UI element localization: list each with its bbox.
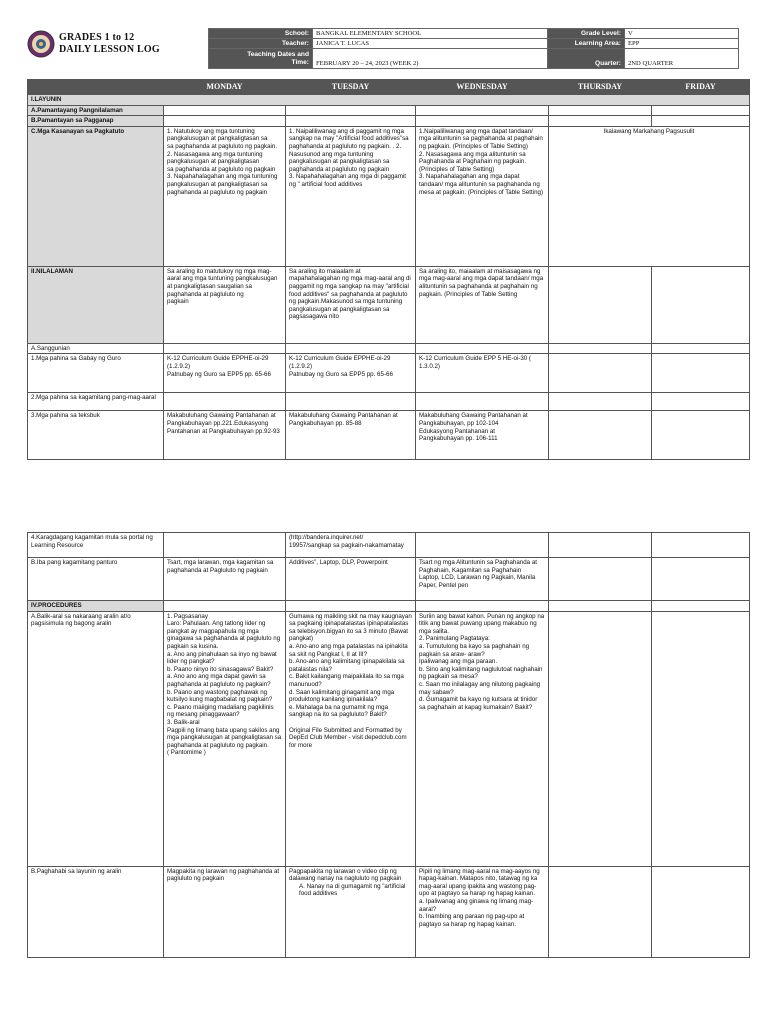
paghahabi-tuesday-list-item: A. Nanay na di gumagamit ng "artificial food additives <box>299 882 406 898</box>
cell-paghahabi-tuesday <box>286 866 416 957</box>
lesson-log-table-2 <box>27 532 750 958</box>
title-line-1: GRADES 1 to 12 <box>59 32 135 43</box>
table-row <box>28 601 750 612</box>
cell-iba-tuesday: Additives", Laptop, DLP, Powerpoint <box>286 558 416 601</box>
page-title <box>59 32 160 56</box>
teacher-value: JANICA T. LUCAS <box>313 39 548 49</box>
row-label-gabay: 1.Mga pahina sa Gabay ng Guro <box>28 354 164 393</box>
cell-paghahabi-wednesday: Pipili ng limang mag-aaral na mag-aayos ng hapag-kainan. Matapos nito, tatawag ng ka mag-aaral upang ipakita ang wastong pag- upo at pagtayo sa harap ng hapag kainan. a. Ipaliwanag ang ginawa ng limang mag-aaral? b. Inambing ang paraan ng pag-upo at pagtayo sa harap ng hapag kainan. <box>416 866 549 957</box>
dates-label <box>209 49 313 69</box>
day-thursday: THURSDAY <box>549 80 652 95</box>
school-value: BANGKAL ELEMENTARY SCHOOL <box>313 29 548 39</box>
row-label-sanggunian: A.Sanggunian <box>28 343 164 354</box>
row-label-karagdagang: 4.Karagdagang kagamitan mula sa portal ng Learning Resource <box>28 533 164 558</box>
dates-value: FEBRUARY 20 – 24, 2023 (WEEK 2) <box>313 49 548 69</box>
grade-value: V <box>625 29 739 39</box>
table-row <box>28 866 750 957</box>
table-row <box>28 411 750 460</box>
quarter-value: 2ND QUARTER <box>625 49 739 69</box>
table-row <box>28 611 750 866</box>
school-label: School: <box>209 29 313 39</box>
table-row <box>28 558 750 601</box>
day-wednesday: WEDNESDAY <box>416 80 549 95</box>
row-label-procedures: IV.PROCEDURES <box>28 601 164 612</box>
corner-cell <box>28 80 164 95</box>
row-label-kagamitang: 2.Mga pahina sa kagamitang pang-mag-aaral <box>28 393 164 411</box>
table-row <box>28 266 750 343</box>
table-row <box>28 393 750 411</box>
cell-iba-monday: Tsart, mga larawan, mga kagamitan sa paghahanda at Pagluluto ng pagkain <box>164 558 286 601</box>
cell-karagdagang-tuesday: (http://bandera.inquirer.net/ 19957/sangkap sa pagkain-nakamamatay <box>286 533 416 558</box>
cell-balik-tuesday: Gumawa ng maikling skit na may kaugnayan sa pagkaing ipinapatalastas ipinapatalastas sa telebisyon.bigyan ito sa 3 minuto (Bawat pangkat) a. Ano-ano ang mga patalastas na ipinakita sa skit ng Pangkat I, II at III? b. Ano-ano ang kalimitang ipinapakilala sa patalastas nila? c. Bakit kailangang maipakilala ito sa mga manunuod? d. Saan kalimitang ginagamit ang mga produktong kanilang ipinakilala? e. Mahalaga ba na gumamit ng mga sangkap na ito sa pagluluto? Bakit? Original File Submitted and Formatted by DepEd Club Member - visit depedclub.com for more <box>286 611 416 866</box>
dates-label-line-1: Teaching Dates and <box>247 51 309 58</box>
cell-kasanayan-wednesday: 1.Naipaliliwanag ang mga dapat tandaan/ mga alituntunin sa paghahanda at paghahain ng pagkain. (Principles of Table Setting) 2. Nasasagawa ang mga alituntunin sa Paghahanda at Paghahain ng pagkain. (Principles of Table Setting) 3. Napahahalagahan ang mga dapat tandaan/ mga alituntunin sa paghahanda ng mesa at pagkain. (Principles of Table Setting) <box>416 126 549 266</box>
table-row <box>28 105 750 116</box>
row-label-kasanayan: C.Mga Kasanayan sa Pagkatuto <box>28 126 164 266</box>
table-row <box>28 126 750 266</box>
section-layunin: I.LAYUNIN <box>28 95 750 106</box>
day-tuesday: TUESDAY <box>286 80 416 95</box>
day-header-row <box>28 80 750 95</box>
row-label-pangnilalaman: A.Pamantayang Pangnilalaman <box>28 105 164 116</box>
cell-teksbuk-monday: Makabuluhang Gawaing Pantahanan at Pangkabuhayan pp.221.Edukasyong Pantahanan at Pangkabuhayan pp.92-93 <box>164 411 286 460</box>
cell-gabay-tuesday: K-12 Curriculum Guide EPPHE-oi-29 (1.2.9.2) Patnubay ng Guro sa EPP5 pp. 65-66 <box>286 354 416 393</box>
cell-iba-wednesday: Tsart ng mga Alituntunin sa Paghahanda at Paghahain, Kagamitan sa Paghahain Laptop, LCD, Larawan ng Pagkain, Manila Paper, Pentel pen <box>416 558 549 601</box>
row-label-paghahabi: B.Paghahabi sa layunin ng aralin <box>28 866 164 957</box>
row-label-pagganap: B.Pamantayan sa Pagganap <box>28 116 164 127</box>
cell-teksbuk-wednesday: Makabuluhang Gawaing Pantahanan at Pangkabuhayan, pp 102-104 Edukasyong Pantahanan at Pangkabuhayan pp. 106-111 <box>416 411 549 460</box>
quarter-label: Quarter: <box>548 49 625 69</box>
cell-nilalaman-tuesday: Sa araling ito maiaalam at mapahahalagahan ng mga mag-aaral ang di paggamit ng mga sangkap na may "artificial food additives" sa paghahanda at pagluluto ng pagkain.Makasunod sa mga tuntuning pangkalusugan at pangkaligtasan sa pagsasagawa nito <box>286 266 416 343</box>
dates-label-line-2: Time: <box>291 59 309 66</box>
cell-gabay-wednesday: K-12 Curriculum Guide EPP 5 HE-oi-30 ( 1.3.0.2) <box>416 354 549 393</box>
table-row <box>28 343 750 354</box>
deped-seal-icon <box>27 30 55 58</box>
cell-kasanayan-thursday-friday: Ikalawang Markahang Pagsusulit <box>549 126 750 266</box>
cell-balik-monday: 1. Pagsasanay Laro: Pahulaan. Ang tatlong lider ng pangkat ay magpapahula ng mga ginagawa sa paghahanda at pagluluto ng pagkain sa kusina. a. Ano ang pinahulaan sa inyo ng bawat lider ng pangkat? b. Paano ninyo ito sinasagawa? Bakit? a. Ano ano ang mga dapat gawin sa paghahanda at pagluluto ng pagkain? b. Paano ang wastong paghawak ng kutsilyo kung magbabalat ng pagkain? c. Paano maiiging madaliang pagkilinis ng mesang pinaggawaan? 3. Balik-aral Pagpili ng limang bata upang sakilos ang mga pangkalusugan at pangkaligtasan sa paghahanda at pagluluto ng pagkain. ( Pantomime ) <box>164 611 286 866</box>
table-row <box>28 354 750 393</box>
row-label-teksbuk: 3.Mga pahina sa teksbuk <box>28 411 164 460</box>
cell-paghahabi-monday: Magpakita ng larawan ng paghahanda at pagluluto ng pagkain <box>164 866 286 957</box>
header-info-table <box>208 28 739 69</box>
area-value: EPP <box>625 39 739 49</box>
cell-kasanayan-tuesday: 1. Naipaliliwanag ang di paggamit ng mga sangkap na may "Artificial food additives"sa paghahanda at pagluluto ng pagkain. . 2. Nasusunod ang mga tuntuning pangkalusugan at pangkaligtasan sa paghahanda at pagluluto ng pagkain 3. Napahahalagahan ang mga di paggamit ng " artificial food additives <box>286 126 416 266</box>
paghahabi-tuesday-text: Pagpapakita ng larawan o video clip ng dalawang nanay na nagluluto ng pagkain <box>289 867 402 883</box>
lesson-log-table-1 <box>27 79 750 460</box>
table-row <box>28 533 750 558</box>
row-label-balik: A.Balik-aral sa nakaraang aralin at/o pagsisimula ng bagong aralin <box>28 611 164 866</box>
cell-gabay-monday: K-12 Curriculum Guide EPPHE-oi-29 (1.2.9.2) Patnubay ng Guro sa EPP5 pp. 65-66 <box>164 354 286 393</box>
cell-balik-wednesday: Suriin ang bawat kahon. Punan ng angkop na titik ang bawat puwang upang makabuo ng mga salita. 2. Panimulang Pagtataya: a. Tumutulong ba kayo sa paghahain ng pagkain sa araw- araw? Ipaliwanag ang mga paraan. b. Sino ang kalimitang naglulutoat naghahain ng pagkain sa mesa? c. Saan mo inilalagay ang nilutong pagkaing may sabaw? d. Gumagamit ba kayo ng kutsara at tinidor sa paghahain at kapag kumakain? Bakit? <box>416 611 549 866</box>
table-row <box>28 116 750 127</box>
day-friday: FRIDAY <box>652 80 750 95</box>
title-line-2: DAILY LESSON LOG <box>59 44 160 55</box>
cell-nilalaman-monday: Sa araling ito matutukoy ng mga mag-aaral ang mga tuntuning pangkalusugan at pangkaligtasan saugalian sa paghahanda at pagluluto ng pagkain <box>164 266 286 343</box>
row-label-nilalaman: II.NILALAMAN <box>28 266 164 343</box>
teacher-label: Teacher: <box>209 39 313 49</box>
cell-kasanayan-monday: 1. Natutukoy ang mga tuntuning pangkalusugan at pangkaligtasan sa sa paghahanda at pagluluto ng pagkain. 2. Nasasagawa ang mga tuntuning pangkalusugan at pangkaligtasan sa paghahanda at pagluluto ng pagkain 3. Napahahalagahan ang mga tuntuning pangkalusugan at pangkaligtasan sa paghahanda at pagluluto ng pagkain <box>164 126 286 266</box>
cell-nilalaman-wednesday: Sa araling ito, maiaalam at maisasagawa ng mga mag-aaral ang mga dapat tandaan/ mga alituntunin sa paghahanda at paghahain ng pagkain. (Principles of Table Setting <box>416 266 549 343</box>
row-label-iba: B.Iba pang kagamitang panturo <box>28 558 164 601</box>
area-label: Learning Area: <box>548 39 625 49</box>
day-monday: MONDAY <box>164 80 286 95</box>
table-row <box>28 95 750 106</box>
grade-label: Grade Level: <box>548 29 625 39</box>
cell-teksbuk-tuesday: Makabuluhang Gawaing Pantahanan at Pangkabuhayan pp. 85-88 <box>286 411 416 460</box>
